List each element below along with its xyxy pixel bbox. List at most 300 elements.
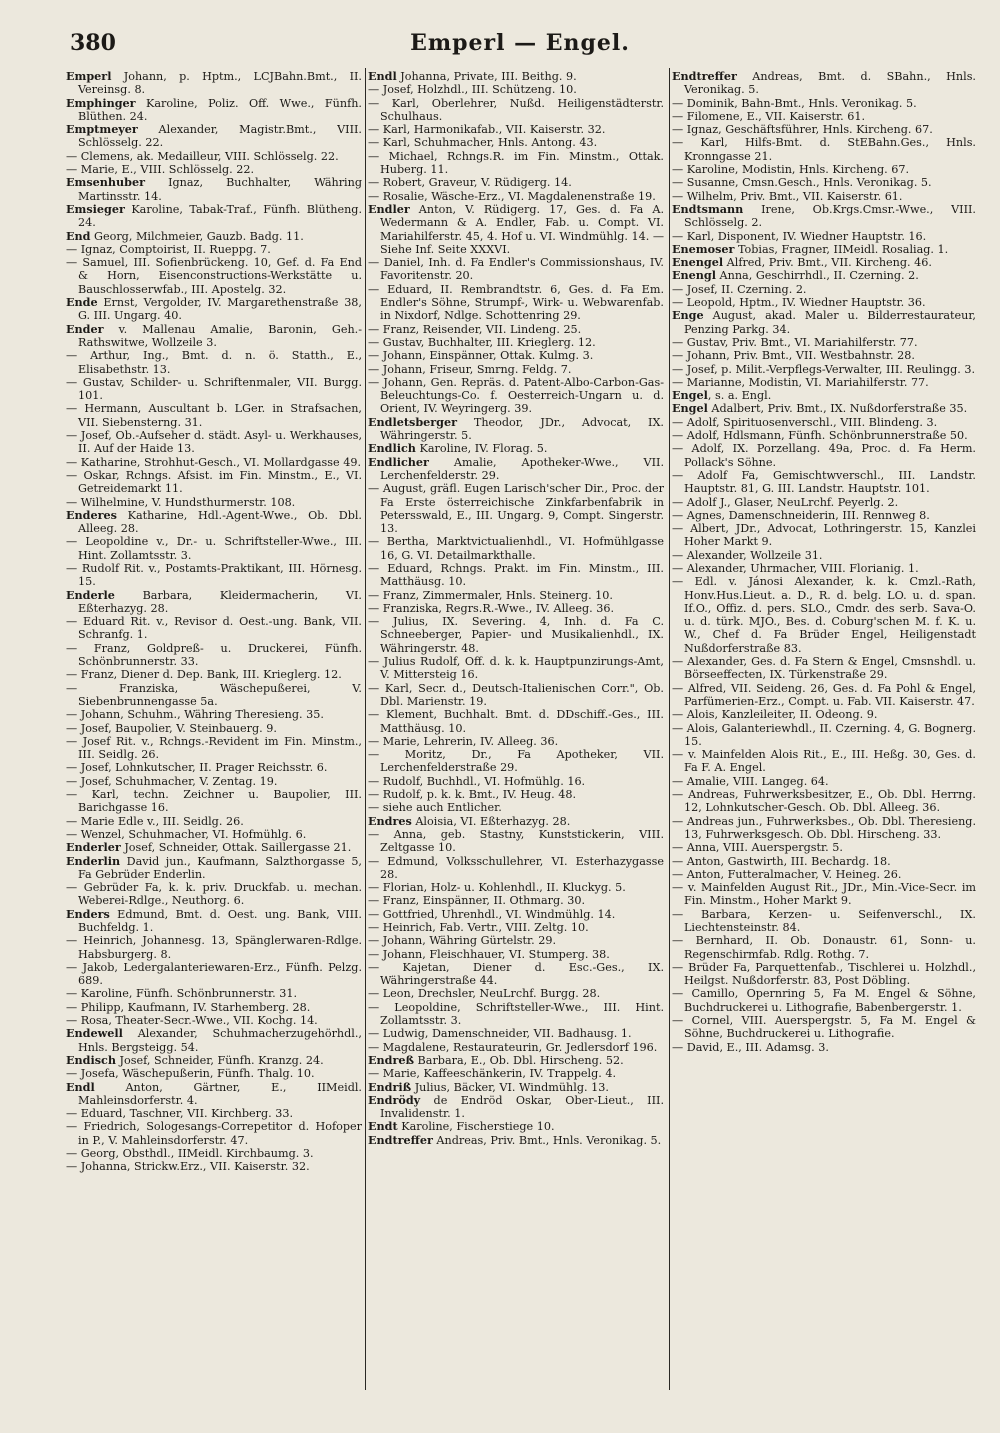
directory-entry xyxy=(672,1041,976,1054)
directory-entry xyxy=(368,190,664,203)
entry-text: Amalie, Apotheker-Wwe., VII. Lerchenfelderstr. 29. xyxy=(380,455,664,482)
directory-entry xyxy=(368,815,664,828)
directory-entry xyxy=(66,176,362,203)
entry-surname: Enengl xyxy=(672,268,716,283)
entry-text: Theodor, JDr., Advocat, IX. Währingerstr. 5. xyxy=(380,415,664,443)
directory-entry xyxy=(66,296,362,323)
entry-text: — Magdalene, Restaurateurin, Gr. Jedlersdorf 196. xyxy=(368,1040,658,1054)
entry-text: — Johann, Priv. Bmt., VII. Westbahnstr. 28. xyxy=(672,349,915,363)
entry-text: — Gustav, Buchhalter, III. Krieglerg. 12. xyxy=(368,335,596,349)
directory-entry xyxy=(368,735,664,748)
directory-entry xyxy=(672,934,976,961)
entry-text: — Karl, Hilfs-Bmt. d. StEBahn.Ges., Hnls. Kronngasse 21. xyxy=(672,136,976,163)
directory-entry xyxy=(66,230,362,243)
directory-entry xyxy=(368,987,664,1000)
column-left xyxy=(66,70,362,1385)
entry-text: , s. a. Engl. xyxy=(707,389,772,403)
entry-text: Karoline, Fischerstiege 10. xyxy=(397,1120,555,1134)
entry-text: — Ignaz, Comptoirist, II. Rueppg. 7. xyxy=(66,242,271,256)
directory-entry xyxy=(672,722,976,749)
entry-text: — Anton, Gastwirth, III. Bechardg. 18. xyxy=(672,854,891,868)
entry-surname: Enderes xyxy=(66,507,117,522)
directory-entry xyxy=(66,123,362,150)
directory-entry xyxy=(672,655,976,682)
directory-entry xyxy=(672,908,976,935)
entry-text: Aloisia, VI. Eßterhazyg. 28. xyxy=(411,814,571,828)
entry-text: — Samuel, III. Sofienbrückeng. 10, Gef. d. Fa End & Horn, Eisenconstructions-Werkstätte u. Bauschlosserwfab., III. Apostelg. 32. xyxy=(66,256,362,296)
directory-entry xyxy=(672,136,976,163)
running-title: Emperl — Engel. xyxy=(410,30,630,56)
directory-entry xyxy=(672,522,976,549)
directory-entry xyxy=(672,163,976,176)
directory-entry xyxy=(368,283,664,323)
entry-text: — Edmund, Volksschullehrer, VI. Esterhazygasse 28. xyxy=(368,854,664,881)
directory-entry xyxy=(368,615,664,655)
directory-entry xyxy=(66,429,362,456)
directory-entry xyxy=(368,589,664,602)
entry-text: Alexander, Magistr.Bmt., VIII. Schlösselg. 22. xyxy=(78,123,362,150)
entry-text: — Ignaz, Geschäftsführer, Hnls. Kircheng. 67. xyxy=(672,123,933,137)
entry-text: David jun., Kaufmann, Salzthorgasse 5, Fa Gebrüder Enderlin. xyxy=(78,854,362,881)
entry-text: Irene, Ob.Krgs.Cmsr.-Wwe., VIII. Schlösselg. 2. xyxy=(684,202,976,230)
entry-text: — Johann, Währing Gürtelstr. 29. xyxy=(368,934,557,948)
entry-surname: Endres xyxy=(368,813,412,828)
directory-entry xyxy=(672,243,976,256)
entry-surname: Engel xyxy=(672,401,708,416)
directory-entry xyxy=(368,363,664,376)
directory-entry xyxy=(368,535,664,562)
directory-entry xyxy=(368,934,664,947)
directory-entry xyxy=(66,256,362,296)
directory-entry xyxy=(66,642,362,669)
directory-entry xyxy=(672,841,976,854)
entry-surname: Enderlin xyxy=(66,853,121,868)
directory-entry xyxy=(66,761,362,774)
entry-text: — Franz, Reisender, VII. Lindeng. 25. xyxy=(368,322,582,336)
entry-text: — Oskar, Rchngs. Afsist. im Fin. Minstm., E., VI. Getreidemarkt 11. xyxy=(66,468,362,496)
directory-entry xyxy=(368,708,664,735)
directory-entry xyxy=(368,123,664,136)
directory-entry xyxy=(368,482,664,535)
directory-entry xyxy=(368,855,664,882)
directory-entry xyxy=(672,283,976,296)
directory-entry xyxy=(368,655,664,682)
entry-text: — August, gräfl. Eugen Larisch'scher Dir., Proc. der Fa Erste österreichische Zinkfarbenfabrik in Petersswald, E., III. Ungarg. 9, Compt. Singerstr. 13. xyxy=(368,482,664,536)
entry-text: — Adolf J., Glaser, NeuLrchf. Peyerlg. 2. xyxy=(672,495,899,509)
entry-surname: Emptmeyer xyxy=(66,122,138,137)
directory-entry xyxy=(368,748,664,775)
directory-entry xyxy=(66,243,362,256)
entry-surname: Endt xyxy=(368,1119,398,1134)
directory-entry xyxy=(66,775,362,788)
directory-entry xyxy=(672,682,976,709)
directory-entry xyxy=(672,775,976,788)
directory-entry xyxy=(368,921,664,934)
directory-entry xyxy=(66,535,362,562)
directory-entry xyxy=(66,1054,362,1067)
entry-text: — Alois, Kanzleileiter, II. Odeong. 9. xyxy=(672,708,878,722)
entry-text: — Franz, Einspänner, II. Othmarg. 30. xyxy=(368,894,586,908)
directory-entry xyxy=(672,336,976,349)
directory-entry xyxy=(368,136,664,149)
entry-surname: Endisch xyxy=(66,1052,116,1067)
entry-text: Tobias, Fragner, IIMeidl. Rosaliag. 1. xyxy=(734,242,949,256)
directory-entry xyxy=(368,83,664,96)
entry-text: Edmund, Bmt. d. Oest. ung. Bank, VIII. Buchfeldg. 1. xyxy=(78,907,362,934)
entry-text: Anton, Gärtner, E., IIMeidl. Mahleinsdorferstr. 4. xyxy=(78,1080,362,1107)
directory-entry xyxy=(368,1054,664,1067)
directory-entry xyxy=(66,150,362,163)
directory-entry xyxy=(672,190,976,203)
entry-text: — Florian, Holz- u. Kohlenhdl., II. Kluckyg. 5. xyxy=(368,881,626,895)
directory-entry xyxy=(66,1001,362,1014)
entry-text: — Gustav, Schilder- u. Schriftenmaler, VII. Burgg. 101. xyxy=(66,375,362,403)
directory-entry xyxy=(672,416,976,429)
directory-entry xyxy=(672,815,976,842)
entry-text: August, akad. Maler u. Bilderrestaurateur, Penzing Parkg. 34. xyxy=(684,309,976,336)
entry-surname: Enderle xyxy=(66,587,115,602)
entry-text: — Agnes, Damenschneiderin, III. Rennweg 8. xyxy=(672,508,930,522)
entry-text: — Johann, Schuhm., Währing Theresieng. 35. xyxy=(66,708,324,722)
directory-entry xyxy=(66,855,362,882)
entry-text: — Clemens, ak. Medailleur, VIII. Schlösselg. 22. xyxy=(66,149,339,163)
entry-text: — Amalie, VIII. Langeg. 64. xyxy=(672,774,829,788)
directory-entry xyxy=(66,1107,362,1120)
entry-surname: Emsenhuber xyxy=(66,175,146,190)
entry-text: — Klement, Buchhalt. Bmt. d. DDschiff.-Ges., III. Matthäusg. 10. xyxy=(368,708,664,735)
directory-entry xyxy=(368,562,664,589)
entry-text: — Johann, Friseur, Smrng. Feldg. 7. xyxy=(368,362,572,376)
directory-entry xyxy=(66,97,362,124)
entry-surname: Enemoser xyxy=(672,241,735,256)
entry-text: Andreas, Bmt. d. SBahn., Hnls. Veronikag. 5. xyxy=(684,70,976,97)
entry-text: — Wenzel, Schuhmacher, VI. Hofmühlg. 6. xyxy=(66,827,307,841)
entry-surname: Endewell xyxy=(66,1026,123,1041)
directory-entry xyxy=(368,948,664,961)
entry-text: — Karl, Oberlehrer, Nußd. Heiligenstädterstr. Schulhaus. xyxy=(368,96,664,123)
directory-entry xyxy=(672,256,976,269)
directory-entry xyxy=(368,456,664,483)
entry-text: Johanna, Private, III. Beithg. 9. xyxy=(396,70,577,83)
entry-text: — Moritz, Dr., Fa Apotheker, VII. Lerchenfelderstraße 29. xyxy=(368,748,664,775)
entry-text: — Karl, Harmonikafab., VII. Kaiserstr. 32. xyxy=(368,123,606,137)
entry-text: — Marie, Kaffeeschänkerin, IV. Trappelg. 4. xyxy=(368,1067,617,1081)
entry-text: — Josef, Schuhmacher, V. Zentag. 19. xyxy=(66,774,278,788)
entry-text: v. Mallenau Amalie, Baronin, Geh.-Rathswitwe, Wollzeile 3. xyxy=(78,322,362,349)
directory-entry xyxy=(66,70,362,97)
entry-text: — Robert, Graveur, V. Rüdigerg. 14. xyxy=(368,176,572,190)
entry-surname: Engel xyxy=(672,388,708,403)
entry-text: Josef, Schneider, Fünfh. Kranzg. 24. xyxy=(115,1053,324,1067)
directory-entry xyxy=(66,735,362,762)
entry-text: — Michael, Rchngs.R. im Fin. Minstm., Ottak. Huberg. 11. xyxy=(368,149,664,177)
entry-text: — Adolf Fa, Gemischtwverschl., III. Landstr. Hauptstr. 81, G. III. Landstr. Hauptstr. 101. xyxy=(672,468,976,496)
entry-text: — Josef, Holzhdl., III. Schützeng. 10. xyxy=(368,83,577,97)
entry-text: — Cornel, VIII. Auerspergstr. 5, Fa M. Engel & Söhne, Buchdruckerei u. Lithografie. xyxy=(672,1014,976,1041)
directory-entry xyxy=(368,602,664,615)
entry-text: — Alexander, Wollzeile 31. xyxy=(672,548,823,562)
directory-entry xyxy=(66,402,362,429)
entry-text: — Josef, Ob.-Aufseher d. städt. Asyl- u. Werkhauses, II. Auf der Haide 13. xyxy=(66,429,362,456)
directory-entry xyxy=(66,881,362,908)
directory-entry xyxy=(66,682,362,709)
entry-surname: Endriß xyxy=(368,1079,412,1094)
entry-text: — Josefa, Wäschepußerin, Fünfh. Thalg. 10. xyxy=(66,1067,315,1081)
directory-entry xyxy=(672,309,976,336)
directory-entry xyxy=(66,203,362,230)
entry-text: — Katharine, Strohhut-Gesch., VI. Mollardgasse 49. xyxy=(66,455,361,469)
entry-text: — Rosa, Theater-Secr.-Wwe., VII. Kochg. 14. xyxy=(66,1014,318,1028)
entry-text: — Karoline, Modistin, Hnls. Kircheng. 67. xyxy=(672,163,910,177)
entry-text: — Marie Edle v., III. Seidlg. 26. xyxy=(66,814,244,828)
entry-text: — Georg, Obsthdl., IIMeidl. Kirchbaumg. 3. xyxy=(66,1147,314,1161)
entry-text: — Anton, Futteralmacher, V. Heineg. 26. xyxy=(672,867,902,881)
entry-text: — Karoline, Fünfh. Schönbrunnerstr. 31. xyxy=(66,987,298,1001)
entry-text: Barbara, Kleidermacherin, VI. Eßterhazyg. 28. xyxy=(78,588,362,615)
directory-entry xyxy=(66,722,362,735)
directory-entry xyxy=(66,1081,362,1108)
entry-text: — Leon, Drechsler, NeuLrchf. Burgg. 28. xyxy=(368,987,601,1001)
directory-entry xyxy=(66,496,362,509)
entry-surname: Ender xyxy=(66,321,104,336)
directory-entry xyxy=(368,150,664,177)
directory-entry xyxy=(368,775,664,788)
directory-entry xyxy=(368,376,664,416)
entry-text: — Wilhelm, Priv. Bmt., VII. Kaiserstr. 61. xyxy=(672,189,903,203)
entry-text: — Dominik, Bahn-Bmt., Hnls. Veronikag. 5. xyxy=(672,96,917,110)
directory-entry xyxy=(672,442,976,469)
directory-entry xyxy=(66,815,362,828)
directory-entry xyxy=(66,349,362,376)
directory-entry xyxy=(368,908,664,921)
column-middle xyxy=(368,70,664,1385)
column-divider xyxy=(365,68,366,1390)
entry-text: — Andreas, Fuhrwerksbesitzer, E., Ob. Dbl. Herrng. 12, Lohnkutscher-Gesch. Ob. Dbl. Alleeg. 36. xyxy=(672,788,976,815)
entry-text: — Bernhard, II. Ob. Donaustr. 61, Sonn- u. Regenschirmfab. Rdlg. Rothg. 7. xyxy=(672,934,976,961)
entry-text: Karoline, Tabak-Traf., Fünfh. Blütheng. 24. xyxy=(78,202,362,230)
entry-text: — Bertha, Marktvictualienhdl., VI. Hofmühlgasse 16, G. VI. Detailmarkthalle. xyxy=(368,535,664,562)
entry-text: — Julius, IX. Severing. 4, Inh. d. Fa C. Schneeberger, Papier- und Musikalienhdl., IX. Währingerstr. 48. xyxy=(368,615,664,655)
entry-text: Karoline, IV. Florag. 5. xyxy=(415,442,548,456)
entry-text: — Adolf, Spirituosenverschl., VIII. Blindeng. 3. xyxy=(672,415,938,429)
entry-text: Julius, Bäcker, VI. Windmühlg. 13. xyxy=(411,1080,609,1094)
entry-text: — Anna, VIII. Auerspergstr. 5. xyxy=(672,841,843,855)
entry-text: — Franz, Zimmermaler, Hnls. Steinerg. 10. xyxy=(368,588,613,602)
entry-text: — Philipp, Kaufmann, IV. Starhemberg. 28. xyxy=(66,1000,311,1014)
directory-entry xyxy=(66,908,362,935)
entry-text: — Johann, Einspänner, Ottak. Kulmg. 3. xyxy=(368,349,594,363)
directory-entry xyxy=(66,1120,362,1147)
directory-entry xyxy=(368,894,664,907)
entry-text: — Rudolf, Buchhdl., VI. Hofmühlg. 16. xyxy=(368,774,586,788)
entry-surname: Endtsmann xyxy=(672,201,744,216)
entry-text: Ignaz, Buchhalter, Währing Martinsstr. 14. xyxy=(78,176,362,203)
entry-surname: Endtreffer xyxy=(368,1132,433,1147)
directory-entry xyxy=(368,336,664,349)
directory-entry xyxy=(672,562,976,575)
page-number: 380 xyxy=(70,30,116,56)
entry-text: — Marianne, Modistin, VI. Mariahilferstr. 77. xyxy=(672,375,929,389)
entry-text: — Albert, JDr., Advocat, Lothringerstr. 15, Kanzlei Hoher Markt 9. xyxy=(672,522,976,549)
entry-text: Ernst, Vergolder, IV. Margarethenstraße 38, G. III. Ungarg. 40. xyxy=(78,296,362,323)
entry-text: — Friedrich, Sologesangs-Correpetitor d. Hofoper in P., V. Mahleinsdorferstr. 47. xyxy=(66,1120,362,1147)
entry-surname: Endreß xyxy=(368,1052,414,1067)
directory-entry xyxy=(672,363,976,376)
directory-entry xyxy=(672,708,976,721)
directory-entry xyxy=(368,881,664,894)
entry-text: — Josef Rit. v., Rchngs.-Revident im Fin. Minstm., III. Seidlg. 26. xyxy=(66,734,362,762)
entry-text: Anna, Geschirrhdl., II. Czerning. 2. xyxy=(716,269,919,283)
entry-text: — Daniel, Inh. d. Fa Endler's Commissionshaus, IV. Favoritenstr. 20. xyxy=(368,256,664,283)
directory-entry xyxy=(672,575,976,655)
directory-entry xyxy=(368,1041,664,1054)
directory-entry xyxy=(672,509,976,522)
entry-text: Katharine, Hdl.-Agent-Wwe., Ob. Dbl. Alleeg. 28. xyxy=(78,508,362,536)
directory-entry xyxy=(368,70,664,83)
entry-surname: Emphinger xyxy=(66,95,136,110)
directory-entry xyxy=(368,1094,664,1121)
directory-entry xyxy=(66,987,362,1000)
directory-entry xyxy=(66,323,362,350)
directory-entry xyxy=(66,934,362,961)
entry-text: — Karl, Schuhmacher, Hnls. Antong. 43. xyxy=(368,136,598,150)
entry-text: — Leopold, Hptm., IV. Wiedner Hauptstr. 36. xyxy=(672,296,926,310)
entry-text: — Josef, p. Milit.-Verpflegs-Verwalter, III. Reulingg. 3. xyxy=(672,362,976,376)
entry-text: de Endröd Oskar, Ober-Lieut., III. Invalidenstr. 1. xyxy=(380,1093,664,1121)
column-right xyxy=(672,70,976,1385)
entry-text: — Eduard, II. Rembrandtstr. 6, Ges. d. Fa Em. Endler's Söhne, Strumpf-, Wirk- u. Webwarenfab. in Nixdorf, Ndlge. Schottenring 29. xyxy=(368,282,664,323)
directory-entry xyxy=(368,1067,664,1080)
entry-surname: Endtreffer xyxy=(672,70,737,83)
entry-text: Johann, p. Hptm., LCJBahn.Bmt., II. Vereinsg. 8. xyxy=(78,70,362,97)
entry-text: — Camillo, Opernring 5, Fa M. Engel & Söhne, Buchdruckerei u. Lithografie, Babenbergerstr. 1. xyxy=(672,987,976,1014)
entry-text: — Hermann, Auscultant b. LGer. in Strafsachen, VII. Siebensterng. 31. xyxy=(66,402,362,429)
directory-entry xyxy=(368,442,664,455)
directory-entry xyxy=(672,203,976,230)
entry-surname: End xyxy=(66,228,91,243)
directory-entry xyxy=(368,1134,664,1147)
entry-surname: Emperl xyxy=(66,70,112,83)
entry-text: — Karl, techn. Zeichner u. Baupolier, III. Barichgasse 16. xyxy=(66,788,362,815)
directory-entry xyxy=(672,296,976,309)
entry-text: Karoline, Poliz. Off. Wwe., Fünfh. Blüthen. 24. xyxy=(78,96,362,123)
directory-entry xyxy=(66,615,362,642)
entry-text: — Filomene, E., VII. Kaiserstr. 61. xyxy=(672,109,866,123)
directory-entry xyxy=(672,987,976,1014)
directory-entry xyxy=(66,1014,362,1027)
entry-text: — Anna, geb. Stastny, Kunststickerin, VIII. Zeltgasse 10. xyxy=(368,827,664,855)
entry-text: — Leopoldine, Schriftsteller-Wwe., III. Hint. Zollamtsstr. 3. xyxy=(368,1000,664,1028)
entry-text: — Eduard, Rchngs. Prakt. im Fin. Minstm., III. Matthäusg. 10. xyxy=(368,561,664,589)
directory-entry xyxy=(368,1081,664,1094)
entry-text: — Johann, Gen. Repräs. d. Patent-Albo-Carbon-Gas-Beleuchtungs-Co. f. Oesterreich-Ungarn u. d. Orient, IV. Weyringerg. 39. xyxy=(368,375,664,416)
entry-text: — v. Mainfelden Alois Rit., E., III. Heßg. 30, Ges. d. Fa F. A. Engel. xyxy=(672,748,976,775)
entry-text: — Kajetan, Diener d. Esc.-Ges., IX. Währingerstraße 44. xyxy=(368,960,664,988)
entry-text: — Wilhelmine, V. Hundsthurmerstr. 108. xyxy=(66,495,296,509)
entry-text: Anton, V. Rüdigerg. 17, Ges. d. Fa A. Wedermann & A. Endler, Fab. u. Compt. VI. Mariahilferstr. 45, 4. Hof u. VI. Windmühlg. 14. — Siehe Inf. Seite XXXVI. xyxy=(380,202,664,256)
entry-text: — Marie, Lehrerin, IV. Alleeg. 36. xyxy=(368,734,559,748)
entry-text: — Josef, II. Czerning. 2. xyxy=(672,282,807,296)
entry-text: — David, E., III. Adamsg. 3. xyxy=(672,1040,829,1054)
directory-entry xyxy=(66,708,362,721)
entry-text: — Gottfried, Uhrenhdl., VI. Windmühlg. 14. xyxy=(368,907,616,921)
entry-text: — Franziska, Regrs.R.-Wwe., IV. Alleeg. 36. xyxy=(368,601,615,615)
directory-entry xyxy=(368,97,664,124)
entry-surname: Endl xyxy=(66,1079,95,1094)
directory-entry xyxy=(672,349,976,362)
directory-entry xyxy=(672,748,976,775)
entry-text: Barbara, E., Ob. Dbl. Hirscheng. 52. xyxy=(414,1053,624,1067)
directory-entry xyxy=(66,1067,362,1080)
entry-text: — Karl, Disponent, IV. Wiedner Hauptstr. 16. xyxy=(672,229,927,243)
directory-entry xyxy=(672,788,976,815)
entry-text: — Leopoldine v., Dr.- u. Schriftsteller-Wwe., III. Hint. Zollamtsstr. 3. xyxy=(66,535,362,562)
column-divider xyxy=(669,68,670,1390)
entry-surname: Endrödy xyxy=(368,1092,421,1107)
entry-text: — Susanne, Cmsn.Gesch., Hnls. Veronikag. 5. xyxy=(672,176,932,190)
entry-text: — Alfred, VII. Seideng. 26, Ges. d. Fa Pohl & Engel, Parfümerien-Erz., Compt. u. Fab. VII. Kaiserstr. 47. xyxy=(672,681,976,708)
entry-surname: Emsieger xyxy=(66,201,125,216)
entry-text: — Franziska, Wäschepußerei, V. Siebenbrunnengasse 5a. xyxy=(66,681,362,708)
directory-entry xyxy=(672,469,976,496)
entry-text: Andreas, Priv. Bmt., Hnls. Veronikag. 5. xyxy=(432,1133,662,1147)
directory-entry xyxy=(672,70,976,97)
entry-text: — Rosalie, Wäsche-Erz., VI. Magdalenenstraße 19. xyxy=(368,189,656,203)
directory-entry xyxy=(368,682,664,709)
entry-surname: Endl xyxy=(368,70,397,83)
directory-entry xyxy=(672,97,976,110)
directory-entry xyxy=(66,163,362,176)
directory-entry xyxy=(66,1160,362,1173)
entry-text: — siehe auch Entlicher. xyxy=(368,801,502,815)
entry-text: — Johanna, Strickw.Erz., VII. Kaiserstr. 32. xyxy=(66,1160,310,1174)
directory-entry xyxy=(672,868,976,881)
entry-surname: Ende xyxy=(66,295,98,310)
directory-entry xyxy=(66,589,362,616)
entry-text: — Edl. v. Jánosi Alexander, k. k. Cmzl.-Rath, Honv.Hus.Lieut. a. D., R. d. belg. LO. u. d. span. If.O., Offiz. d. pers. SLO., Cmdr. des serb. Sava-O. u. d. türk. MJO., Bes. d. Coburg'schen M. f. K. u. W., Chef d. Fa Brüder Engel, Heiligenstadt Nußdorferstraße 83. xyxy=(672,575,976,655)
entry-text: — Ludwig, Damenschneider, VII. Badhausg. 1. xyxy=(368,1027,632,1041)
entry-text: — Eduard Rit. v., Revisor d. Oest.-ung. Bank, VII. Schranfg. 1. xyxy=(66,615,362,642)
directory-entry xyxy=(672,402,976,415)
directory-entry xyxy=(66,841,362,854)
directory-entry xyxy=(66,828,362,841)
directory-entry xyxy=(368,416,664,443)
entry-text: — Alexander, Ges. d. Fa Stern & Engel, Cmsnshdl. u. Börseeffecten, IX. Türkenstraße 29. xyxy=(672,655,976,682)
entry-text: — Brüder Fa, Parquettenfab., Tischlerei u. Holzhdl., Heilgst. Nußdorferstr. 83, Post Döbling. xyxy=(672,960,976,988)
entry-text: Alexander, Schuhmacherzugehörhdl., Hnls. Bergsteigg. 54. xyxy=(78,1027,362,1054)
directory-entry xyxy=(368,176,664,189)
entry-text: — Franz, Diener d. Dep. Bank, III. Krieglerg. 12. xyxy=(66,668,342,682)
directory-entry xyxy=(672,496,976,509)
directory-entry xyxy=(368,323,664,336)
entry-text: — Andreas jun., Fuhrwerksbes., Ob. Dbl. Theresieng. 13, Fuhrwerksgesch. Ob. Dbl. Hirscheng. 33. xyxy=(672,814,976,841)
directory-entry xyxy=(66,456,362,469)
directory-entry xyxy=(66,961,362,988)
entry-text: — Julius Rudolf, Off. d. k. k. Hauptpunzirungs-Amt, V. Mittersteig 16. xyxy=(368,655,664,682)
directory-entry xyxy=(66,469,362,496)
entry-text: — Heinrich, Johannesg. 13, Spänglerwaren-Rdlge. Habsburgerg. 8. xyxy=(66,934,362,961)
directory-entry xyxy=(66,788,362,815)
entry-surname: Endlicher xyxy=(368,454,429,469)
directory-entry xyxy=(66,562,362,589)
directory-entry xyxy=(672,123,976,136)
entry-text: — Rudolf Rit. v., Postamts-Praktikant, III. Hörnesg. 15. xyxy=(66,561,362,589)
entry-text: — Rudolf, p. k. k. Bmt., IV. Heug. 48. xyxy=(368,788,577,802)
directory-entry xyxy=(368,349,664,362)
directory-entry xyxy=(672,549,976,562)
entry-text: — v. Mainfelden August Rit., JDr., Min.-Vice-Secr. im Fin. Minstm., Hoher Markt 9. xyxy=(672,881,976,908)
directory-entry xyxy=(368,801,664,814)
